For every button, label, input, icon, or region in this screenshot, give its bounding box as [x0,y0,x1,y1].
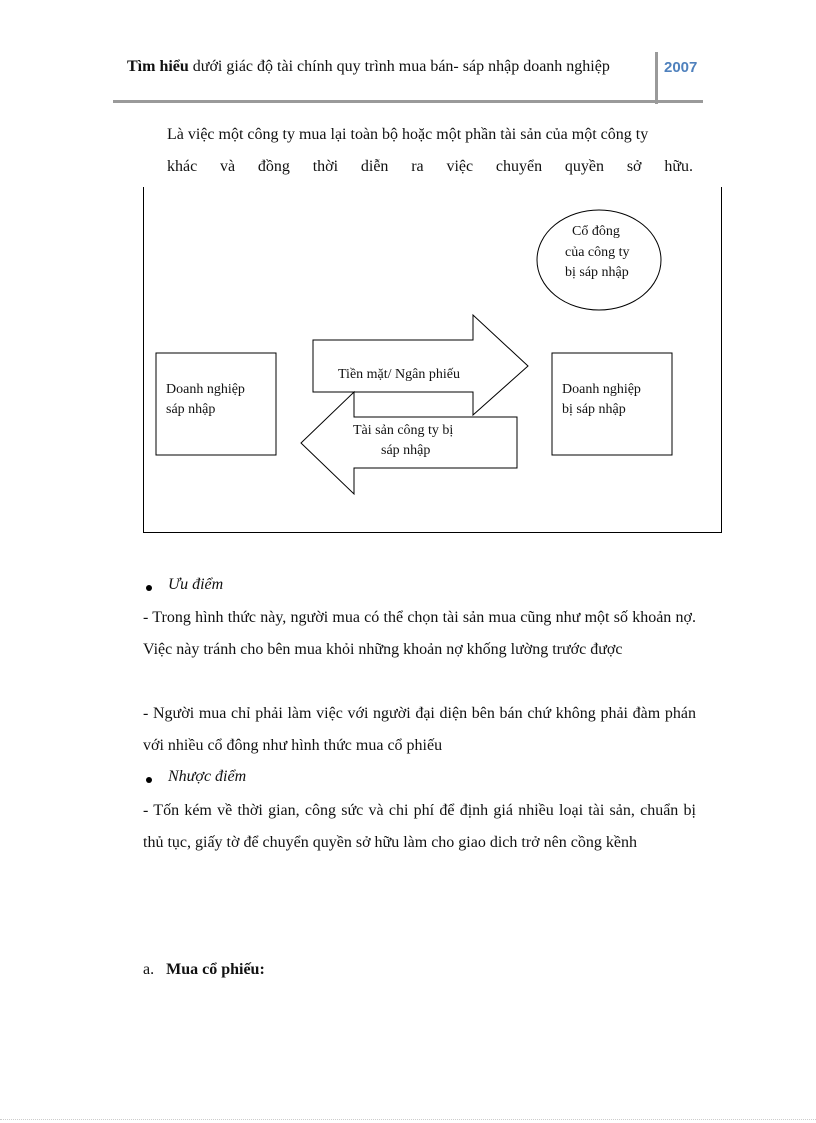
header-title-rest: dưới giác độ tài chính quy trình mua bán- sáp nhập doanh nghiệp [188,58,610,75]
advantages-paragraph-2: - Người mua chỉ phải làm việc với người đại diện bên bán chứ không phải đàm phán với nhiều cổ đông như hình thức mua cổ phiếu [143,705,696,754]
disadvantages-paragraph-1: - Tốn kém về thời gian, công sức và chi phí để định giá nhiều loại tài sản, chuẩn bị thủ tục, giấy tờ để chuyển quyền sở hữu làm cho giao dich trở nên cồng kềnh [143,802,696,851]
intro-line-1: Là việc một công ty mua lại toàn bộ hoặc một phần tài sản của một công ty [167,126,649,143]
advantages-paragraph-1: - Trong hình thức này, người mua có thể chọn tài sản mua cũng như một số khoản nợ. Việc này tránh cho bên mua khỏi những khoản nợ khống lường trước được [143,609,696,658]
acquirer-label-2: sáp nhập [166,402,216,417]
section-a-heading [143,961,265,979]
shareholders-label-2: của công ty [565,245,630,260]
bullet-dot-advantages [146,585,152,591]
section-a-marker: a. [143,961,155,978]
advantages-heading: Ưu điểm [168,576,224,593]
shareholders-label-3: bị sáp nhập [565,265,629,280]
target-label-2: bị sáp nhập [562,402,626,417]
header-year: 2007 [664,59,698,76]
target-label-1: Doanh nghiệp [562,382,641,397]
section-a-title: Mua cổ phiếu: [166,961,265,978]
shareholders-label-1: Cổ đông [572,224,620,239]
disadvantages-heading: Nhược điểm [168,768,247,785]
asset-arrow-label-1: Tài sản công ty bị [353,423,454,438]
page-bottom-border [0,1119,816,1120]
header-title-bold: Tìm hiểu [127,58,189,75]
acquirer-label-1: Doanh nghiệp [166,382,245,397]
intro-line-2: khác và đồng thời diễn ra việc chuyển quyền sở hữu. [167,158,693,175]
cash-arrow-label: Tiền mặt/ Ngân phiếu [338,367,460,382]
bullet-dot-disadvantages [146,777,152,783]
asset-arrow-label-2: sáp nhập [381,443,431,458]
